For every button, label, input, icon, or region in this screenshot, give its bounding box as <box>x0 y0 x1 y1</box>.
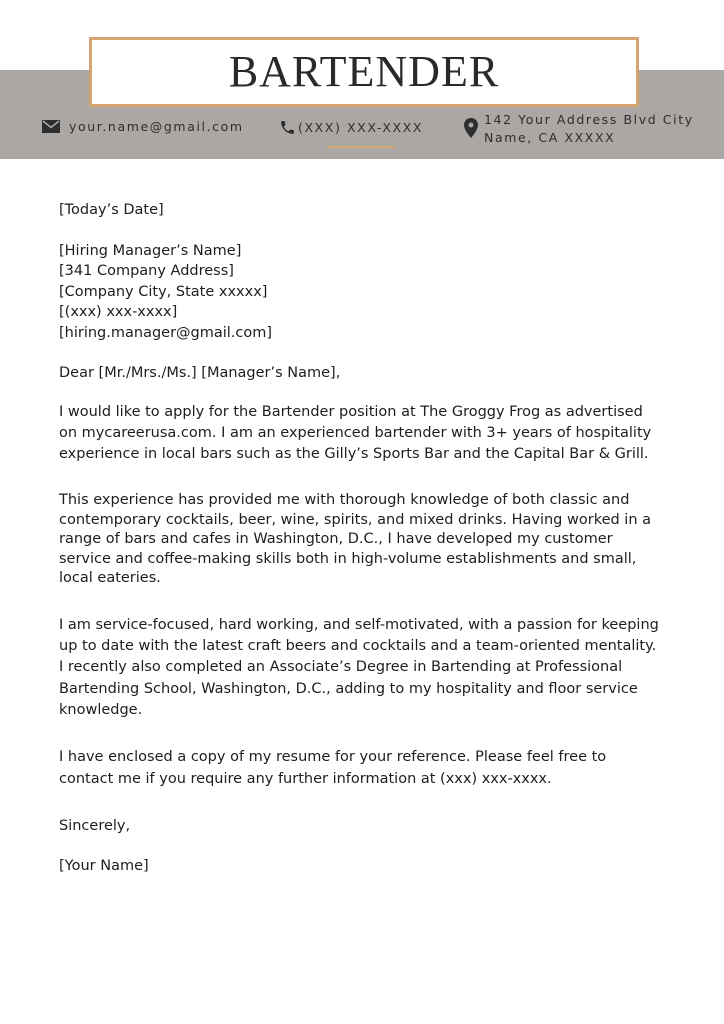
signature: [Your Name] <box>59 858 149 875</box>
letter-body <box>59 200 659 877</box>
paragraph-3: I am service-focused, hard working, and self-motivated, with a passion for keeping up to date with the latest craft beers and cocktails and a team-oriented mentality. I recently also completed an Associate’s Degree in Bartending at Professional Bartending School, Washington, D.C., adding to my hospitality and floor service knowledge. <box>59 616 659 719</box>
address-line-2: Name, CA XXXXX <box>484 130 616 145</box>
contact-phone <box>279 119 423 136</box>
map-pin-icon <box>464 118 478 138</box>
recipient-block <box>59 241 659 344</box>
paragraph-2: This experience has provided me with thorough knowledge of both classic and contemporary cocktails, beer, wine, spirits, and mixed drinks. Having worked in a range of bars and cafes in Washington, D.C., I have developed my customer service and coffee-making skills both in high-volume establishments and small, local eateries. <box>59 492 652 587</box>
email-text[interactable]: your.name@gmail.com <box>69 119 244 134</box>
letter-date: [Today’s Date] <box>59 202 164 218</box>
paragraph-4: I have enclosed a copy of my resume for your reference. Please feel free to contact me if you require any further information at (xxx) xxx-xxxx. <box>59 749 607 787</box>
envelope-icon <box>42 120 60 133</box>
recipient-phone: [(xxx) xxx-xxxx] <box>59 304 178 320</box>
contact-address <box>464 111 699 147</box>
paragraph-1: I would like to apply for the Bartender position at The Groggy Frog as advertised on mycareerusa.com. I am an experienced bartender with 3+ years of hospitality experience in local bars such as the Gilly’s Sports Bar and the Capital Bar & Grill. <box>59 403 652 463</box>
title-box <box>89 37 639 107</box>
address-line-1: 142 Your Address Blvd City <box>484 112 694 127</box>
recipient-city: [Company City, State xxxxx] <box>59 283 268 300</box>
recipient-email: [hiring.manager@gmail.com] <box>59 324 273 341</box>
closing: Sincerely, <box>59 817 131 834</box>
recipient-name: [Hiring Manager’s Name] <box>59 242 242 259</box>
phone-text[interactable]: (XXX) XXX-XXXX <box>298 120 424 135</box>
accent-divider <box>327 146 395 148</box>
phone-icon <box>279 119 296 136</box>
recipient-address: [341 Company Address] <box>59 263 234 279</box>
salutation: Dear [Mr./Mrs./Ms.] [Manager’s Name], <box>59 365 341 381</box>
contact-email <box>42 119 244 134</box>
page-title: BARTENDER <box>228 47 500 96</box>
